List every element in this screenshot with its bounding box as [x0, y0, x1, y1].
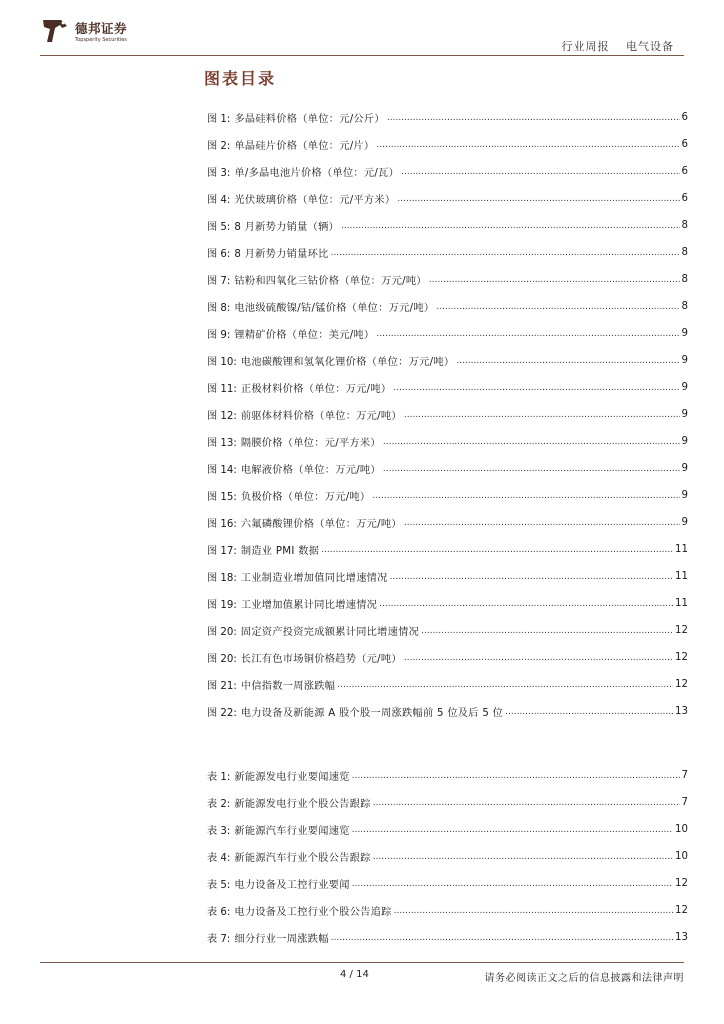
figure-page: 9	[681, 436, 688, 447]
toc-title: 图表目录	[204, 69, 277, 88]
figure-list	[207, 104, 688, 725]
figure-title: 单晶硅片价格（单位：元/片）	[234, 141, 375, 152]
figure-label: 图 8:	[207, 303, 231, 314]
page-number: 4 / 14	[340, 969, 369, 980]
figure-entry[interactable]	[207, 185, 688, 212]
table-label: 表 5:	[207, 880, 231, 891]
figure-page: 6	[681, 139, 688, 150]
table-label: 表 1:	[207, 772, 231, 783]
dot-leader	[376, 328, 679, 339]
figure-title: 光伏玻璃价格（单位：元/平方米）	[234, 195, 396, 206]
table-list	[207, 762, 688, 951]
figure-page: 9	[681, 463, 688, 474]
dot-leader	[390, 571, 673, 582]
figure-title: 多晶硅料价格（单位：元/公斤）	[234, 114, 385, 125]
dot-leader	[456, 355, 679, 366]
figure-title: 工业增加值累计同比增速情况	[240, 600, 378, 611]
table-title: 新能源发电行业个股公告跟踪	[234, 799, 371, 810]
disclaimer-note: 请务必阅读正文之后的信息披露和法律声明	[484, 973, 684, 984]
dot-leader	[341, 220, 679, 231]
dot-leader	[387, 112, 680, 123]
figure-title: 工业制造业增加值同比增速情况	[240, 573, 388, 584]
figure-page: 12	[675, 652, 688, 663]
figure-page: 11	[675, 544, 688, 555]
table-page: 12	[675, 878, 688, 889]
table-title: 细分行业一周涨跌幅	[234, 934, 329, 945]
figure-entry[interactable]	[207, 239, 688, 266]
dot-leader	[505, 706, 673, 717]
dot-leader	[404, 517, 680, 528]
figure-page: 8	[681, 301, 688, 312]
figure-title: 单/多晶电池片价格（单位：元/瓦）	[234, 168, 400, 179]
figure-label: 图 18:	[207, 573, 237, 584]
figure-entry[interactable]	[207, 590, 688, 617]
figure-page: 13	[675, 706, 688, 717]
dot-leader	[352, 770, 680, 781]
table-title: 电力设备及工控行业个股公告追踪	[234, 907, 392, 918]
figure-title: 电池级硫酸镍/钴/锰价格（单位：万元/吨）	[234, 303, 435, 314]
table-label: 表 7:	[207, 934, 231, 945]
company-name-cn: 德邦证券	[75, 21, 128, 36]
figure-entry[interactable]	[207, 374, 688, 401]
dot-leader	[394, 905, 673, 916]
figure-entry[interactable]	[207, 698, 688, 725]
table-label: 表 2:	[207, 799, 231, 810]
figure-page: 11	[675, 571, 688, 582]
figure-entry[interactable]	[207, 131, 688, 158]
table-page: 7	[681, 797, 688, 808]
dot-leader	[352, 878, 673, 889]
table-label: 表 6:	[207, 907, 231, 918]
table-page: 10	[675, 851, 688, 862]
figure-entry[interactable]	[207, 482, 688, 509]
figure-entry[interactable]	[207, 401, 688, 428]
table-page: 13	[675, 932, 688, 943]
figure-label: 图 7:	[207, 276, 231, 287]
figure-page: 9	[681, 490, 688, 501]
figure-page: 12	[675, 625, 688, 636]
dot-leader	[401, 166, 679, 177]
company-logo	[40, 16, 150, 50]
dot-leader	[373, 797, 680, 808]
table-entry[interactable]	[207, 843, 688, 870]
dot-leader	[397, 193, 679, 204]
figure-title: 8 月新势力销量环比	[234, 249, 329, 260]
dot-leader	[404, 409, 680, 420]
table-entry[interactable]	[207, 762, 688, 789]
figure-label: 图 14:	[207, 465, 237, 476]
dot-leader	[372, 490, 679, 501]
figure-page: 6	[681, 193, 688, 204]
table-title: 电力设备及工控行业要闻	[234, 880, 350, 891]
dot-leader	[393, 382, 679, 393]
dot-leader	[383, 436, 680, 447]
figure-label: 图 6:	[207, 249, 231, 260]
report-industry: 电气设备	[626, 40, 674, 53]
figure-entry[interactable]	[207, 617, 688, 644]
figure-label: 图 10:	[207, 357, 237, 368]
table-entry[interactable]	[207, 924, 688, 951]
figure-entry[interactable]	[207, 266, 688, 293]
figure-entry[interactable]	[207, 671, 688, 698]
figure-title: 电力设备及新能源 A 股个股一周涨跌幅前 5 位及后 5 位	[240, 708, 504, 719]
figure-title: 固定资产投资完成额累计同比增速情况	[240, 627, 420, 638]
figure-page: 9	[681, 382, 688, 393]
figure-label: 图 17:	[207, 546, 237, 557]
figure-entry[interactable]	[207, 104, 688, 131]
figure-label: 图 19:	[207, 600, 237, 611]
figure-title: 六氟磷酸锂价格（单位：万元/吨）	[240, 519, 402, 530]
figure-entry[interactable]	[207, 563, 688, 590]
figure-page: 9	[681, 517, 688, 528]
figure-label: 图 12:	[207, 411, 237, 422]
table-page: 12	[675, 905, 688, 916]
figure-page: 6	[681, 166, 688, 177]
figure-title: 钴粉和四氧化三钴价格（单位：万元/吨）	[234, 276, 427, 287]
footer-divider	[40, 962, 684, 963]
figure-label: 图 9:	[207, 330, 231, 341]
figure-label: 图 22:	[207, 708, 237, 719]
figure-entry[interactable]	[207, 212, 688, 239]
figure-title: 前驱体材料价格（单位：万元/吨）	[240, 411, 402, 422]
table-page: 10	[675, 824, 688, 835]
figure-entry[interactable]	[207, 644, 688, 671]
figure-entry[interactable]	[207, 158, 688, 185]
figure-title: 8 月新势力销量（辆）	[234, 222, 340, 233]
figure-label: 图 1:	[207, 114, 231, 125]
figure-title: 制造业 PMI 数据	[240, 546, 320, 557]
table-label: 表 3:	[207, 826, 231, 837]
figure-title: 负极价格（单位：万元/吨）	[240, 492, 371, 503]
figure-page: 8	[681, 220, 688, 231]
figure-title: 电解液价格（单位：万元/吨）	[240, 465, 381, 476]
figure-label: 图 15:	[207, 492, 237, 503]
figure-page: 9	[681, 355, 688, 366]
figure-entry[interactable]	[207, 509, 688, 536]
table-page: 7	[681, 770, 688, 781]
table-entry[interactable]	[207, 789, 688, 816]
figure-title: 中信指数一周涨跌幅	[240, 681, 336, 692]
dot-leader	[321, 544, 673, 555]
dot-leader	[352, 824, 673, 835]
figure-label: 图 13:	[207, 438, 237, 449]
dot-leader	[337, 679, 673, 690]
table-label: 表 4:	[207, 853, 231, 864]
figure-label: 图 2:	[207, 141, 231, 152]
figure-label: 图 4:	[207, 195, 231, 206]
dot-leader	[376, 139, 679, 150]
figure-label: 图 11:	[207, 384, 237, 395]
figure-entry[interactable]	[207, 347, 688, 374]
figure-label: 图 5:	[207, 222, 231, 233]
dot-leader	[331, 247, 680, 258]
figure-page: 12	[675, 679, 688, 690]
figure-page: 9	[681, 328, 688, 339]
figure-entry[interactable]	[207, 455, 688, 482]
figure-page: 8	[681, 274, 688, 285]
figure-title: 锂精矿价格（单位：美元/吨）	[234, 330, 375, 341]
figure-entry[interactable]	[207, 536, 688, 563]
dot-leader	[429, 274, 680, 285]
logo-mark-icon	[40, 16, 70, 46]
table-entry[interactable]	[207, 870, 688, 897]
figure-entry[interactable]	[207, 320, 688, 347]
dot-leader	[373, 851, 673, 862]
figure-page: 6	[681, 112, 688, 123]
figure-title: 正极材料价格（单位：万元/吨）	[240, 384, 392, 395]
table-entry[interactable]	[207, 816, 688, 843]
header-divider	[40, 55, 684, 56]
figure-page: 8	[681, 247, 688, 258]
dot-leader	[383, 463, 680, 474]
figure-page: 11	[675, 598, 688, 609]
figure-title: 隔膜价格（单位：元/平方米）	[240, 438, 381, 449]
figure-title: 电池碳酸锂和氢氧化锂价格（单位：万元/吨）	[240, 357, 455, 368]
figure-entry[interactable]	[207, 428, 688, 455]
dot-leader	[379, 598, 673, 609]
figure-page: 9	[681, 409, 688, 420]
figure-label: 图 16:	[207, 519, 237, 530]
table-title: 新能源发电行业要闻速览	[234, 772, 350, 783]
table-title: 新能源汽车行业要闻速览	[234, 826, 350, 837]
figure-title: 长江有色市场铜价格趋势（元/吨）	[240, 654, 402, 665]
dot-leader	[331, 932, 673, 943]
company-name-en: Topsperity Securities	[75, 37, 127, 43]
table-title: 新能源汽车行业个股公告跟踪	[234, 853, 371, 864]
figure-label: 图 20:	[207, 654, 237, 665]
figure-label: 图 21:	[207, 681, 237, 692]
table-entry[interactable]	[207, 897, 688, 924]
figure-label: 图 20:	[207, 627, 237, 638]
dot-leader	[436, 301, 679, 312]
figure-label: 图 3:	[207, 168, 231, 179]
report-category: 行业周报	[561, 40, 610, 53]
dot-leader	[404, 652, 673, 663]
report-header-tags	[562, 38, 675, 54]
figure-entry[interactable]	[207, 293, 688, 320]
dot-leader	[421, 625, 673, 636]
